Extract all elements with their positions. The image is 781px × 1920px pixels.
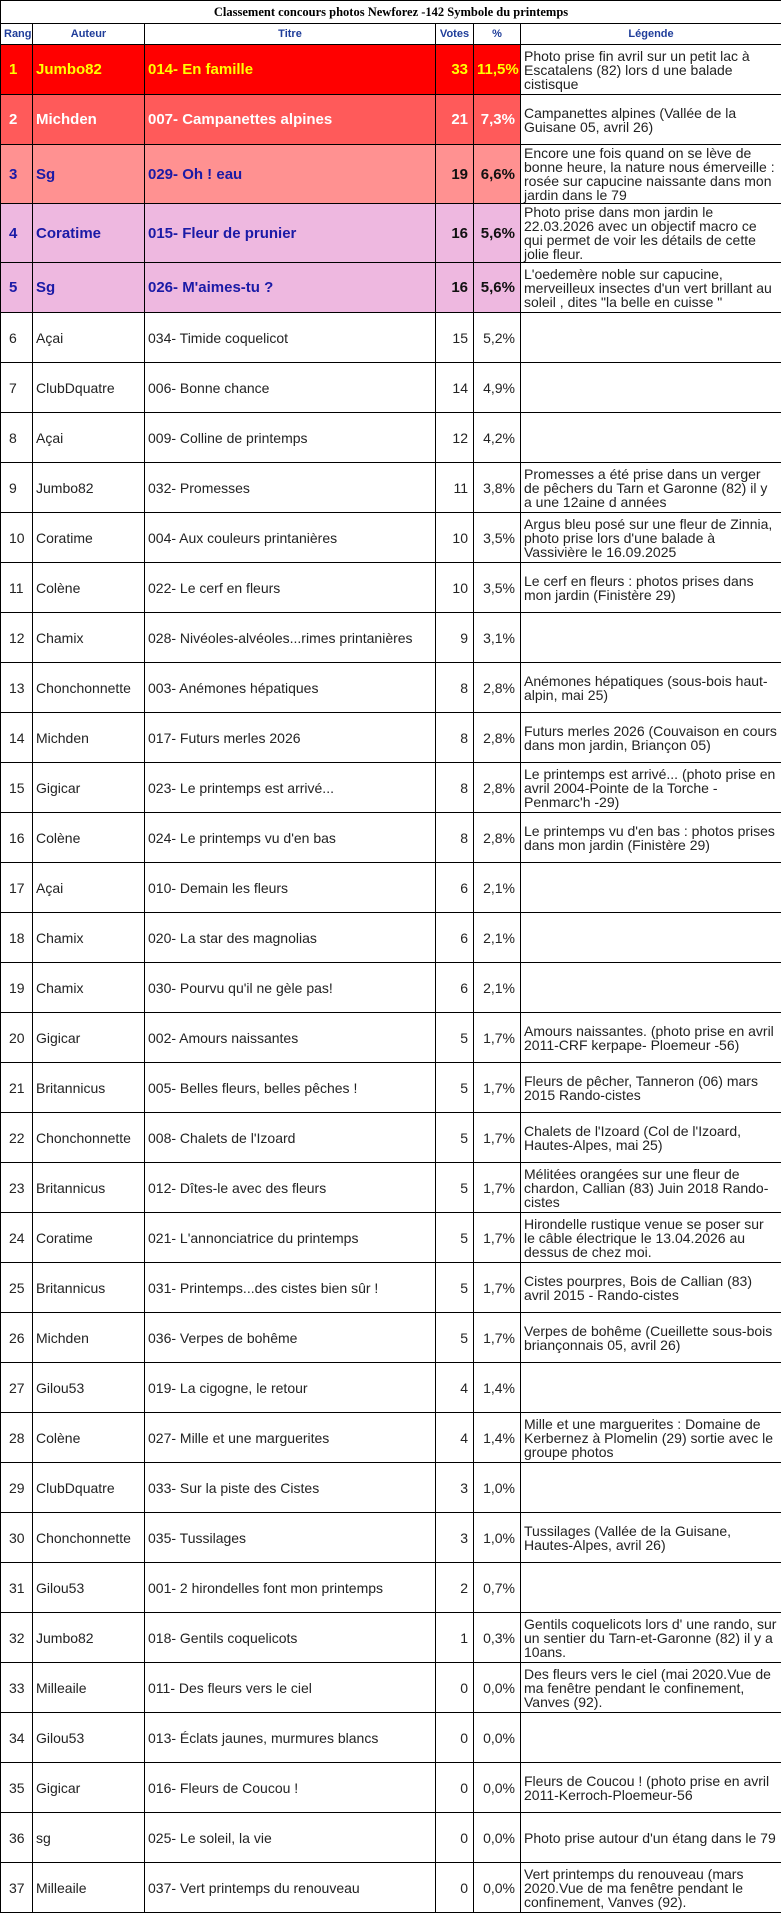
cell-legende: Fleurs de pêcher, Tanneron (06) mars 2015 Rando-cistes [521, 1063, 781, 1113]
cell-rang: 1 [1, 45, 33, 95]
cell-votes: 3 [436, 1463, 474, 1513]
cell-titre: 032- Promesses [145, 463, 436, 513]
table-row [1, 1163, 781, 1213]
cell-votes: 16 [436, 263, 474, 313]
table-row [1, 463, 781, 513]
cell-rang: 33 [1, 1663, 33, 1713]
cell-auteur: Colène [33, 563, 145, 613]
cell-titre: 017- Futurs merles 2026 [145, 713, 436, 763]
cell-votes: 19 [436, 145, 474, 204]
cell-pct: 3,5% [474, 563, 521, 613]
table-row [1, 263, 781, 313]
cell-pct: 0,0% [474, 1763, 521, 1813]
cell-rang: 23 [1, 1163, 33, 1213]
cell-votes: 9 [436, 613, 474, 663]
cell-pct: 2,8% [474, 713, 521, 763]
cell-pct: 1,7% [474, 1013, 521, 1063]
cell-rang: 9 [1, 463, 33, 513]
cell-auteur: Gigicar [33, 1763, 145, 1813]
cell-auteur: Milleaile [33, 1663, 145, 1713]
table-row [1, 413, 781, 463]
cell-legende [521, 1713, 781, 1763]
cell-titre: 018- Gentils coquelicots [145, 1613, 436, 1663]
cell-legende: Verpes de bohême (Cueillette sous-bois briançonnais 05, avril 26) [521, 1313, 781, 1363]
cell-rang: 31 [1, 1563, 33, 1613]
table-row [1, 1513, 781, 1563]
table-row [1, 204, 781, 263]
cell-rang: 17 [1, 863, 33, 913]
table-row [1, 1363, 781, 1413]
cell-rang: 37 [1, 1863, 33, 1913]
cell-rang: 2 [1, 95, 33, 145]
cell-pct: 0,0% [474, 1713, 521, 1763]
cell-rang: 11 [1, 563, 33, 613]
cell-rang: 28 [1, 1413, 33, 1463]
cell-legende: Gentils coquelicots lors d' une rando, sur un sentier du Tarn-et-Garonne (82) il y a 10ans. [521, 1613, 781, 1663]
cell-legende: Cistes pourpres, Bois de Callian (83) avril 2015 - Rando-cistes [521, 1263, 781, 1313]
cell-pct: 2,1% [474, 963, 521, 1013]
cell-rang: 13 [1, 663, 33, 713]
cell-auteur: Gilou53 [33, 1363, 145, 1413]
table-row [1, 663, 781, 713]
table-row [1, 1213, 781, 1263]
cell-legende [521, 963, 781, 1013]
table-row [1, 1863, 781, 1913]
cell-titre: 016- Fleurs de Coucou ! [145, 1763, 436, 1813]
cell-auteur: Chonchonnette [33, 1513, 145, 1563]
cell-votes: 8 [436, 713, 474, 763]
table-row [1, 1313, 781, 1363]
cell-rang: 8 [1, 413, 33, 463]
cell-legende [521, 913, 781, 963]
cell-pct: 1,4% [474, 1363, 521, 1413]
cell-auteur: Colène [33, 1413, 145, 1463]
cell-votes: 6 [436, 863, 474, 913]
cell-votes: 8 [436, 763, 474, 813]
cell-legende: Amours naissantes. (photo prise en avril 2011-CRF kerpape- Ploemeur -56) [521, 1013, 781, 1063]
cell-pct: 5,6% [474, 263, 521, 313]
cell-legende [521, 1563, 781, 1613]
cell-legende: L'oedemère noble sur capucine, merveilleux insectes d'un vert brillant au soleil , dites "la belle en cuisse " [521, 263, 781, 313]
cell-votes: 10 [436, 513, 474, 563]
cell-pct: 1,7% [474, 1163, 521, 1213]
cell-pct: 3,8% [474, 463, 521, 513]
table-row [1, 1563, 781, 1613]
cell-auteur: Britannicus [33, 1063, 145, 1113]
cell-legende: Photo prise fin avril sur un petit lac à Escatalens (82) lors d une balade cistisque [521, 45, 781, 95]
cell-pct: 1,0% [474, 1513, 521, 1563]
cell-auteur: Gilou53 [33, 1563, 145, 1613]
cell-auteur: Gigicar [33, 763, 145, 813]
cell-legende: Mille et une marguerites : Domaine de Kerbernez à Plomelin (29) sortie avec le groupe photos [521, 1413, 781, 1463]
cell-votes: 5 [436, 1163, 474, 1213]
cell-auteur: Britannicus [33, 1263, 145, 1313]
cell-auteur: Milleaile [33, 1863, 145, 1913]
cell-titre: 007- Campanettes alpines [145, 95, 436, 145]
header-rang: Rang [1, 24, 33, 45]
cell-pct: 5,6% [474, 204, 521, 263]
table-row [1, 1413, 781, 1463]
table-row [1, 1763, 781, 1813]
table-row [1, 563, 781, 613]
cell-pct: 2,8% [474, 663, 521, 713]
cell-rang: 15 [1, 763, 33, 813]
cell-rang: 34 [1, 1713, 33, 1763]
table-row [1, 813, 781, 863]
cell-votes: 15 [436, 313, 474, 363]
cell-titre: 030- Pourvu qu'il ne gèle pas! [145, 963, 436, 1013]
cell-pct: 6,6% [474, 145, 521, 204]
cell-votes: 3 [436, 1513, 474, 1563]
cell-legende [521, 363, 781, 413]
cell-pct: 1,7% [474, 1113, 521, 1163]
cell-pct: 1,7% [474, 1063, 521, 1113]
cell-legende: Encore une fois quand on se lève de bonne heure, la nature nous émerveille : rosée sur capucine naissante dans mon jardin dans le 79 [521, 145, 781, 204]
cell-auteur: Colène [33, 813, 145, 863]
cell-titre: 024- Le printemps vu d'en bas [145, 813, 436, 863]
cell-legende: Des fleurs vers le ciel (mai 2020.Vue de ma fenêtre pendant le confinement, Vanves (92). [521, 1663, 781, 1713]
cell-titre: 014- En famille [145, 45, 436, 95]
cell-legende: Fleurs de Coucou ! (photo prise en avril 2011-Kerroch-Ploemeur-56 [521, 1763, 781, 1813]
cell-legende [521, 863, 781, 913]
cell-auteur: Jumbo82 [33, 463, 145, 513]
cell-rang: 16 [1, 813, 33, 863]
cell-titre: 033- Sur la piste des Cistes [145, 1463, 436, 1513]
cell-rang: 36 [1, 1813, 33, 1863]
header-titre: Titre [145, 24, 436, 45]
cell-pct: 5,2% [474, 313, 521, 363]
cell-pct: 3,1% [474, 613, 521, 663]
table-body [1, 45, 781, 1913]
cell-rang: 35 [1, 1763, 33, 1813]
cell-legende: Promesses a été prise dans un verger de pêchers du Tarn et Garonne (82) il y a une 12aine d années [521, 463, 781, 513]
table-row [1, 1113, 781, 1163]
cell-auteur: Chamix [33, 613, 145, 663]
cell-titre: 002- Amours naissantes [145, 1013, 436, 1063]
cell-titre: 034- Timide coquelicot [145, 313, 436, 363]
table-row [1, 1263, 781, 1313]
cell-pct: 7,3% [474, 95, 521, 145]
cell-rang: 25 [1, 1263, 33, 1313]
table-row [1, 1713, 781, 1763]
table-row [1, 913, 781, 963]
cell-titre: 037- Vert printemps du renouveau [145, 1863, 436, 1913]
cell-rang: 7 [1, 363, 33, 413]
cell-pct: 1,7% [474, 1213, 521, 1263]
table-row [1, 713, 781, 763]
cell-rang: 6 [1, 313, 33, 363]
cell-votes: 2 [436, 1563, 474, 1613]
table-row [1, 863, 781, 913]
cell-rang: 19 [1, 963, 33, 1013]
cell-auteur: Chamix [33, 963, 145, 1013]
cell-titre: 031- Printemps...des cistes bien sûr ! [145, 1263, 436, 1313]
cell-pct: 4,2% [474, 413, 521, 463]
cell-auteur: Gilou53 [33, 1713, 145, 1763]
cell-votes: 33 [436, 45, 474, 95]
cell-titre: 019- La cigogne, le retour [145, 1363, 436, 1413]
cell-pct: 2,1% [474, 913, 521, 963]
cell-votes: 1 [436, 1613, 474, 1663]
cell-legende: Le printemps vu d'en bas : photos prises dans mon jardin (Finistère 29) [521, 813, 781, 863]
cell-legende [521, 1363, 781, 1413]
cell-auteur: Britannicus [33, 1163, 145, 1213]
cell-votes: 4 [436, 1413, 474, 1463]
cell-rang: 18 [1, 913, 33, 963]
table-row [1, 1663, 781, 1713]
table-row [1, 1463, 781, 1513]
cell-legende: Mélitées orangées sur une fleur de chardon, Callian (83) Juin 2018 Rando-cistes [521, 1163, 781, 1213]
cell-votes: 0 [436, 1713, 474, 1763]
table-title: Classement concours photos Newforez -142 Symbole du printemps [1, 1, 781, 24]
cell-rang: 3 [1, 145, 33, 204]
cell-rang: 26 [1, 1313, 33, 1363]
cell-titre: 013- Éclats jaunes, murmures blancs [145, 1713, 436, 1763]
table-row [1, 363, 781, 413]
cell-auteur: Açai [33, 413, 145, 463]
cell-auteur: ClubDquatre [33, 1463, 145, 1513]
cell-legende: Hirondelle rustique venue se poser sur le câble électrique le 13.04.2026 au dessus de chez moi. [521, 1213, 781, 1263]
cell-legende: Photo prise dans mon jardin le 22.03.2026 avec un objectif macro ce qui permet de voir les détails de cette jolie fleur. [521, 204, 781, 263]
cell-votes: 5 [436, 1113, 474, 1163]
cell-pct: 11,5% [474, 45, 521, 95]
cell-rang: 12 [1, 613, 33, 663]
cell-votes: 16 [436, 204, 474, 263]
cell-auteur: Chonchonnette [33, 1113, 145, 1163]
cell-pct: 0,0% [474, 1663, 521, 1713]
cell-auteur: sg [33, 1813, 145, 1863]
cell-titre: 022- Le cerf en fleurs [145, 563, 436, 613]
cell-titre: 008- Chalets de l'Izoard [145, 1113, 436, 1163]
cell-legende: Argus bleu posé sur une fleur de Zinnia, photo prise lors d'une balade à Vassivière le 16.09.2025 [521, 513, 781, 563]
cell-pct: 0,0% [474, 1813, 521, 1863]
cell-auteur: Chamix [33, 913, 145, 963]
cell-legende: Vert printemps du renouveau (mars 2020.Vue de ma fenêtre pendant le confinement, Vanves (92). [521, 1863, 781, 1913]
cell-votes: 5 [436, 1313, 474, 1363]
cell-votes: 5 [436, 1063, 474, 1113]
cell-titre: 029- Oh ! eau [145, 145, 436, 204]
cell-pct: 4,9% [474, 363, 521, 413]
cell-votes: 21 [436, 95, 474, 145]
cell-rang: 21 [1, 1063, 33, 1113]
cell-rang: 14 [1, 713, 33, 763]
cell-pct: 0,7% [474, 1563, 521, 1613]
cell-legende: Le cerf en fleurs : photos prises dans mon jardin (Finistère 29) [521, 563, 781, 613]
cell-pct: 1,4% [474, 1413, 521, 1463]
cell-pct: 0,3% [474, 1613, 521, 1663]
cell-votes: 4 [436, 1363, 474, 1413]
cell-rang: 29 [1, 1463, 33, 1513]
cell-votes: 6 [436, 963, 474, 1013]
cell-votes: 5 [436, 1213, 474, 1263]
cell-auteur: Jumbo82 [33, 45, 145, 95]
table-row [1, 145, 781, 204]
cell-rang: 24 [1, 1213, 33, 1263]
table-row [1, 45, 781, 95]
table-row [1, 313, 781, 363]
cell-votes: 0 [436, 1863, 474, 1913]
cell-votes: 8 [436, 813, 474, 863]
header-pct: % [474, 24, 521, 45]
cell-votes: 11 [436, 463, 474, 513]
header-row [1, 24, 781, 45]
cell-pct: 1,7% [474, 1313, 521, 1363]
cell-auteur: Michden [33, 95, 145, 145]
cell-votes: 5 [436, 1013, 474, 1063]
cell-votes: 6 [436, 913, 474, 963]
cell-pct: 2,1% [474, 863, 521, 913]
cell-titre: 036- Verpes de bohême [145, 1313, 436, 1363]
cell-legende: Futurs merles 2026 (Couvaison en cours dans mon jardin, Briançon 05) [521, 713, 781, 763]
cell-titre: 020- La star des magnolias [145, 913, 436, 963]
cell-votes: 0 [436, 1763, 474, 1813]
cell-titre: 015- Fleur de prunier [145, 204, 436, 263]
cell-titre: 009- Colline de printemps [145, 413, 436, 463]
cell-auteur: Sg [33, 263, 145, 313]
cell-votes: 0 [436, 1663, 474, 1713]
cell-legende: Chalets de l'Izoard (Col de l'Izoard, Hautes-Alpes, mai 25) [521, 1113, 781, 1163]
cell-votes: 10 [436, 563, 474, 613]
cell-titre: 026- M'aimes-tu ? [145, 263, 436, 313]
cell-votes: 12 [436, 413, 474, 463]
cell-auteur: Chonchonnette [33, 663, 145, 713]
header-legende: Légende [521, 24, 781, 45]
cell-rang: 20 [1, 1013, 33, 1063]
cell-titre: 012- Dîtes-le avec des fleurs [145, 1163, 436, 1213]
table-row [1, 513, 781, 563]
table-row [1, 1063, 781, 1113]
cell-titre: 011- Des fleurs vers le ciel [145, 1663, 436, 1713]
cell-votes: 8 [436, 663, 474, 713]
cell-rang: 27 [1, 1363, 33, 1413]
table-row [1, 963, 781, 1013]
cell-legende: Anémones hépatiques (sous-bois haut-alpin, mai 25) [521, 663, 781, 713]
table-row [1, 613, 781, 663]
cell-rang: 4 [1, 204, 33, 263]
table-row [1, 95, 781, 145]
cell-legende: Le printemps est arrivé... (photo prise en avril 2004-Pointe de la Torche - Penmarc'h -29) [521, 763, 781, 813]
cell-titre: 027- Mille et une marguerites [145, 1413, 436, 1463]
cell-pct: 2,8% [474, 763, 521, 813]
cell-titre: 006- Bonne chance [145, 363, 436, 413]
cell-auteur: Jumbo82 [33, 1613, 145, 1663]
table-row [1, 1013, 781, 1063]
header-auteur: Auteur [33, 24, 145, 45]
table-row [1, 1813, 781, 1863]
cell-auteur: Michden [33, 1313, 145, 1363]
cell-titre: 003- Anémones hépatiques [145, 663, 436, 713]
cell-legende: Tussilages (Vallée de la Guisane, Hautes-Alpes, avril 26) [521, 1513, 781, 1563]
cell-titre: 023- Le printemps est arrivé... [145, 763, 436, 813]
cell-pct: 3,5% [474, 513, 521, 563]
cell-rang: 30 [1, 1513, 33, 1563]
cell-pct: 1,0% [474, 1463, 521, 1513]
table-row [1, 1613, 781, 1663]
cell-auteur: Açai [33, 313, 145, 363]
cell-legende: Campanettes alpines (Vallée de la Guisane 05, avril 26) [521, 95, 781, 145]
cell-auteur: ClubDquatre [33, 363, 145, 413]
cell-rang: 22 [1, 1113, 33, 1163]
cell-legende [521, 413, 781, 463]
cell-titre: 028- Nivéoles-alvéoles...rimes printanières [145, 613, 436, 663]
header-votes: Votes [436, 24, 474, 45]
cell-rang: 5 [1, 263, 33, 313]
cell-titre: 001- 2 hirondelles font mon printemps [145, 1563, 436, 1613]
cell-votes: 14 [436, 363, 474, 413]
cell-auteur: Coratime [33, 1213, 145, 1263]
cell-titre: 010- Demain les fleurs [145, 863, 436, 913]
cell-pct: 0,0% [474, 1863, 521, 1913]
cell-legende [521, 1463, 781, 1513]
cell-auteur: Gigicar [33, 1013, 145, 1063]
cell-rang: 32 [1, 1613, 33, 1663]
cell-pct: 2,8% [474, 813, 521, 863]
cell-votes: 5 [436, 1263, 474, 1313]
cell-titre: 005- Belles fleurs, belles pêches ! [145, 1063, 436, 1113]
cell-auteur: Sg [33, 145, 145, 204]
cell-rang: 10 [1, 513, 33, 563]
cell-pct: 1,7% [474, 1263, 521, 1313]
cell-legende: Photo prise autour d'un étang dans le 79 [521, 1813, 781, 1863]
cell-auteur: Coratime [33, 204, 145, 263]
cell-auteur: Michden [33, 713, 145, 763]
cell-votes: 0 [436, 1813, 474, 1863]
cell-auteur: Açai [33, 863, 145, 913]
table-row [1, 763, 781, 813]
cell-auteur: Coratime [33, 513, 145, 563]
cell-legende [521, 313, 781, 363]
cell-legende [521, 613, 781, 663]
cell-titre: 004- Aux couleurs printanières [145, 513, 436, 563]
cell-titre: 035- Tussilages [145, 1513, 436, 1563]
cell-titre: 021- L'annonciatrice du printemps [145, 1213, 436, 1263]
cell-titre: 025- Le soleil, la vie [145, 1813, 436, 1863]
